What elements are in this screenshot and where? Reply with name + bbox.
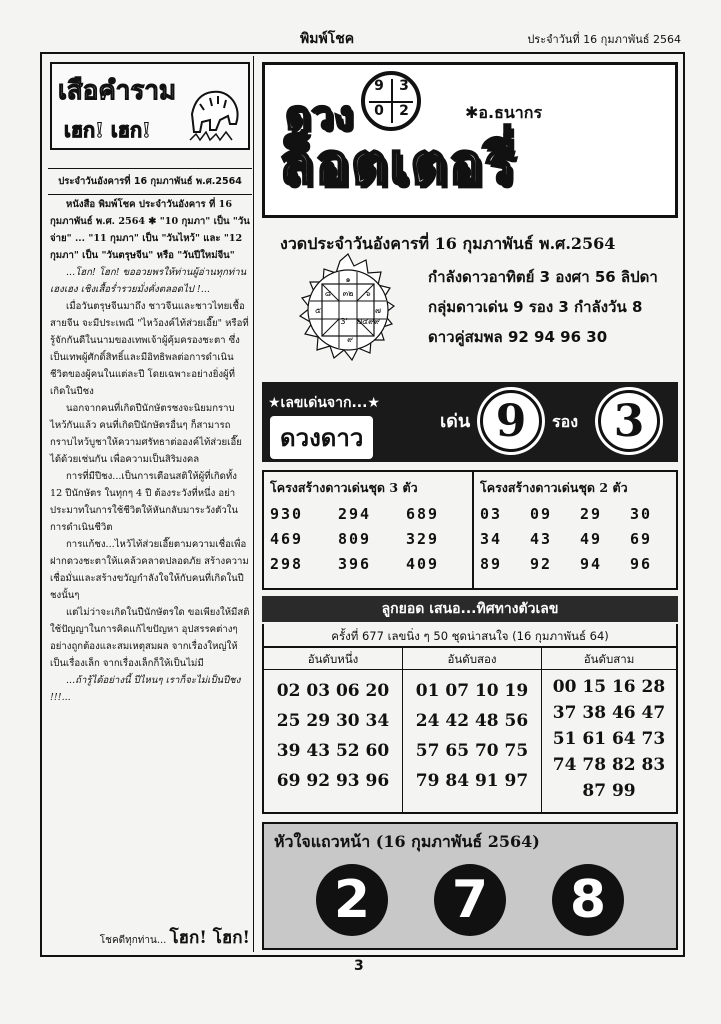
signoff-text: โชคดีทุกท่าน... [99,935,167,946]
structure-box [262,470,678,590]
title-line2: ล็อตเตอรี่ [279,132,517,197]
two-digit-number: 69 [630,530,653,548]
chart-cell: ๙ [347,335,353,344]
secondary-number: 3 [598,390,660,452]
article-paragraph: ...ถ้ารู้ได้อย่างนี้ ปีไหนๆ เราก็จะไม่เป็นปีชง !!!... [50,675,241,703]
signoff-bold: โฮก! โฮก! [169,928,250,948]
featured-sublabel: ดวงดาว [270,416,373,459]
front-digit: 8 [552,864,624,936]
circle-digit: 2 [399,103,409,119]
rank-table [262,646,678,814]
front-row-title: หัวใจแถวหน้า (16 กุมภาพันธ์ 2564) [274,832,540,851]
chart-cell: ๕ [314,306,322,315]
article-paragraph: การแก้ชง...ไหว้ไท้ส่วยเอี๊ยตามความเชื่อเพื่อฝากดวงชะตาให้แคล้วคลาดปลอดภัย สร้างความเชื่อมั่นและสร้างขวัญกำลังใจให้กับคนที่เกิดในปีชงนั้นๆ [50,539,249,601]
two-digit-structure [474,472,678,588]
rank-row: 24 42 48 56 [415,711,529,731]
rank-row: 79 84 91 97 [415,771,529,791]
suggest-info: ครั้งที่ 677 เลขนิ่ง ๆ 50 ชุดน่าสนใจ (16 กุมภาพันธ์ 64) [262,624,678,650]
two-digit-number: 29 [580,505,603,523]
rank-row: 39 43 52 60 [276,741,390,761]
tiger-icon [186,74,242,144]
secondary-number-label: รอง [552,412,579,431]
two-digit-number: 34 [480,530,503,548]
info-star-power: กำลังดาวอาทิตย์ 3 องศา 56 ลิปดา [428,268,658,286]
rank-row: 51 61 64 73 [552,729,666,749]
rank-row: 57 65 70 75 [415,741,529,761]
circle-digit: 9 [374,78,384,94]
brand-subtitle: เฮก! เฮก! [64,118,151,142]
rank-row: 87 99 [582,781,636,801]
chart-cell: 3' [340,317,348,326]
two-digit-number: 94 [580,555,603,573]
chart-cell: ๗ [374,306,382,315]
front-digit: 7 [434,864,506,936]
two-digit-title: โครงสร้างดาวเด่นชุด 2 ตัว [480,480,628,495]
circle-digit: 0 [374,103,384,119]
three-digit-structure [264,472,472,588]
rank-label: อันดับหนึ่ง [264,648,402,670]
title-line1: ดวง [285,93,353,139]
title-author: ✱อ.ธนากร [465,103,543,122]
rank-column-3 [542,648,676,812]
front-digit: 2 [316,864,388,936]
three-digit-number: 930 [270,505,304,523]
rank-row: 69 92 93 96 [276,771,390,791]
three-digit-number: 298 [270,555,304,573]
article-paragraph: เมื่อวันตรุษจีนมาถึง ชาวจีนและชาวไทยเชื้อสายจีน จะมีประเพณี "ไหว้องค์ไท้ส่วยเอี๊ย" หรือที่รู้จักกันดีในนามของเทพเจ้าผู้คุ้มครองชะตา ซึ่งเป็นเทพผู้ศักดิ์สิทธิ์และมีอิทธิพลต่อการดำเนินชีวิตของผู้คนในแต่ละปี โดยเฉพาะอย่างยิ่งผู้ที่เกิดในปีชง [50,301,249,397]
featured-numbers [262,382,678,462]
draw-title: งวดประจำวันอังคารที่ 16 กุมภาพันธ์ พ.ศ.2564 [280,234,616,253]
left-column [44,56,254,952]
rank-column-2 [403,648,541,812]
publication-name: พิมพ์โชค [300,31,355,47]
two-digit-number: 92 [530,555,553,573]
three-digit-number: 409 [406,555,440,573]
chart-cell: ๓๒ [342,289,354,298]
main-number-label: เด่น [440,411,471,432]
three-digit-number: 396 [338,555,372,573]
two-digit-number: 49 [580,530,603,548]
main-number: 9 [480,390,542,452]
two-digit-number: 09 [530,505,553,523]
two-digit-number: 89 [480,555,503,573]
rank-label: อันดับสาม [542,648,676,670]
article-paragraph: นอกจากคนที่เกิดปีนักษัตรชงจะนิยมกราบไหว้กันแล้ว คนที่เกิดปีนักษัตรอื่นๆ ก็สามารถกราบไหว้บูชาให้ความศรัทธาต่อองค์ไท้ส่วยเอี๊ยได้ด้วยเช่นกัน เพื่อความเป็นสิริมงคล [50,403,242,465]
chart-cell: ๗๔๙๙ [356,317,380,326]
three-digit-number: 294 [338,505,372,523]
rank-column-1 [264,648,402,812]
rank-label: อันดับสอง [403,648,541,670]
two-digit-number: 30 [630,505,653,523]
rank-row: 74 78 82 83 [552,755,666,775]
three-digit-number: 809 [338,530,372,548]
rank-row: 00 15 16 28 [552,677,666,697]
chart-cell: ๘ [324,289,332,298]
three-digit-title: โครงสร้างดาวเด่นชุด 3 ตัว [270,480,418,495]
article-paragraph: การที่มีปีชง...เป็นการเตือนสติให้ผู้ที่เกิดทั้ง 12 ปีนักษัตร ในทุกๆ 4 ปี ต้องระวังที่หนึ่ง อย่าประมาทในการใช้ชีวิตให้หันกลับมาระวังตัวในการดำเนินชีวิต [50,471,238,533]
three-digit-number: 329 [406,530,440,548]
title-box [262,62,678,218]
article-paragraph: หนังสือ พิมพ์โชค ประจำวันอังคาร ที่ 16 กุมภาพันธ์ พ.ศ. 2564 ✱ "10 กุมภา" เป็น "วันจ่าย" ... "11 กุมภา" เป็น "วันไหว้" และ "12 กุมภา" เป็น "วันตรุษจีน" หรือ "วันปีใหม่จีน" [50,199,250,261]
article-paragraph: แต่ไม่ว่าจะเกิดในปีนักษัตรใด ขอเพียงให้มีสติ ใช้ปัญญาในการคิดแก้ไขปัญหา อุปสรรคต่างๆ อย่างถูกต้องและสมเหตุสมผล จากเรื่องใหญ่ให้เป็นเรื่องเล็ก จากเรื่องเล็กก็ให้เป็นไม่มี [50,607,250,669]
featured-label: ★เลขเด่นจาก...★ [268,395,380,411]
front-row-box [262,822,678,950]
issue-date: ประจำวันที่ 16 กุมภาพันธ์ 2564 [527,33,681,46]
rank-row: 37 38 46 47 [552,703,666,723]
brand-title: เสือคำราม [58,76,177,106]
rank-row: 25 29 30 34 [276,711,390,731]
astrology-chart [288,252,408,372]
two-digit-number: 43 [530,530,553,548]
article-body [50,196,250,706]
page-number: 3 [354,958,364,974]
two-digit-number: 03 [480,505,503,523]
column-brand [50,62,250,150]
column-date: ประจำวันอังคารที่ 16 กุมภาพันธ์ พ.ศ.2564 [48,168,252,195]
draw-info [428,262,658,352]
rank-row: 01 07 10 19 [415,681,529,701]
circle-digit: 3 [399,78,409,94]
info-star-group: กลุ่มดาวเด่น 9 รอง 3 กำลังวัน 8 [428,298,643,316]
two-digit-number: 96 [630,555,653,573]
column-signoff [50,924,250,951]
chart-cell: ๑ [345,275,351,284]
rank-row: 02 03 06 20 [276,681,390,701]
three-digit-number: 689 [406,505,440,523]
chart-cell: ๖ [365,289,371,298]
article-paragraph: ...โฮก! โฮก! ขออวยพรให้ท่านผู้อ่านทุกท่านเฮงเฮง เชิงเสื้อร่ำรวยมั่งคั่งตลอดไป !... [50,267,247,295]
three-digit-number: 469 [270,530,304,548]
page-header [0,28,721,48]
info-star-pair: ดาวคู่สมพล 92 94 96 30 [428,328,608,346]
suggest-title: ลูกยอด เสนอ...ทิศทางตัวเลข [262,596,678,622]
